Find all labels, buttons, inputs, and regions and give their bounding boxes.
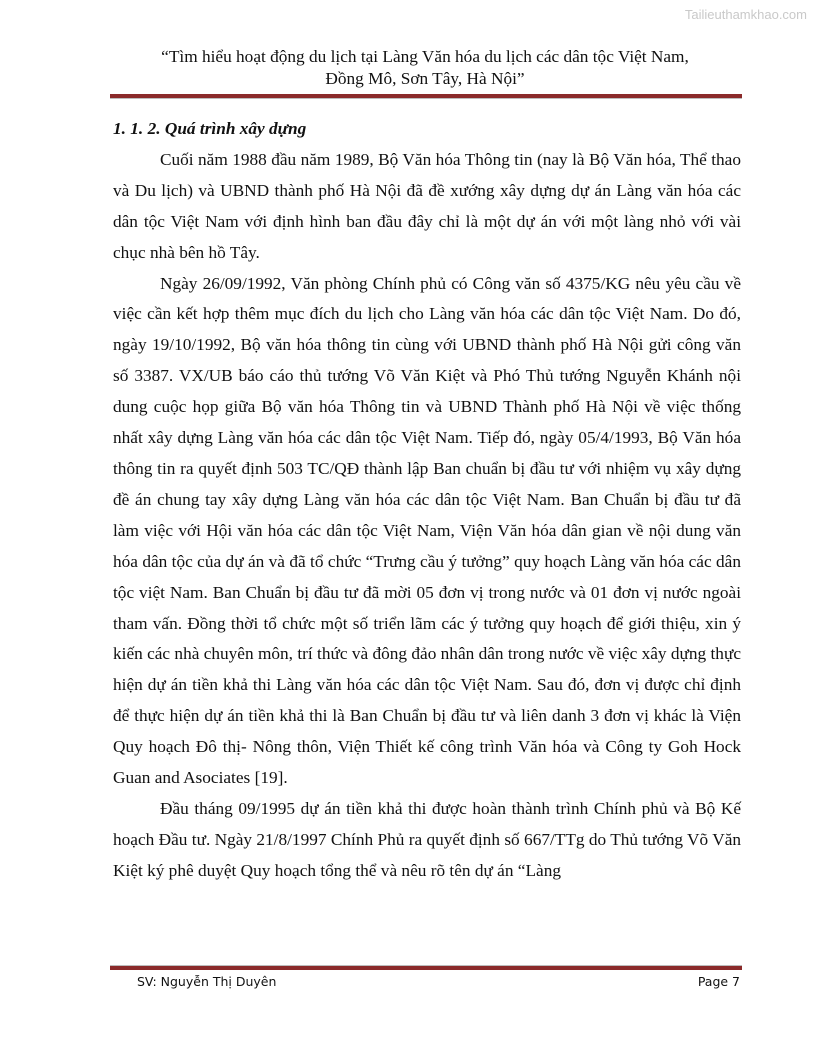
header-divider (110, 94, 742, 99)
paragraph-1: Cuối năm 1988 đầu năm 1989, Bộ Văn hóa Thông tin (nay là Bộ Văn hóa, Thể thao và Du lịch) và UBND thành phố Hà Nội đã đề xướng xây dựng dự án Làng văn hóa các dân tộc Việt Nam với định hình ban đầu đây chỉ là một dự án với một làng nhỏ với vài chục nhà bên hồ Tây. (113, 149, 741, 262)
footer-author: SV: Nguyễn Thị Duyên (137, 974, 277, 989)
header-title-line-2: Đồng Mô, Sơn Tây, Hà Nội” (325, 69, 525, 88)
header-title-line-1: “Tìm hiểu hoạt động du lịch tại Làng Văn hóa du lịch các dân tộc Việt Nam, (161, 47, 689, 66)
main-content (113, 114, 741, 887)
section-heading: 1. 1. 2. Quá trình xây dựng (113, 119, 307, 138)
page-header (110, 46, 740, 90)
footer-divider (110, 965, 742, 970)
watermark: Tailieuthamkhao.com (684, 7, 807, 22)
paragraph-3: Đầu tháng 09/1995 dự án tiền khả thi được hoàn thành trình Chính phủ và Bộ Kế hoạch Đầu tư. Ngày 21/8/1997 Chính Phủ ra quyết định số 667/TTg do Thủ tướng Võ Văn Kiệt ký phê duyệt Quy hoạch tổng thể và nêu rõ tên dự án “Làng (113, 798, 741, 880)
page-number: Page 7 (697, 974, 740, 989)
paragraph-2: Ngày 26/09/1992, Văn phòng Chính phủ có Công văn số 4375/KG nêu yêu cầu về việc cần kết hợp thêm mục đích du lịch cho Làng văn hóa các dân tộc Việt Nam. Do đó, ngày 19/10/1992, Bộ văn hóa thông tin cùng với UBND thành phố Hà Nội gửi công văn số 3387. VX/UB báo cáo thủ tướng Võ Văn Kiệt và Phó Thủ tướng Nguyễn Khánh nội dung cuộc họp giữa Bộ văn hóa Thông tin và UBND Thành phố Hà Nội về việc thống nhất xây dựng Làng văn hóa các dân tộc Việt Nam. Tiếp đó, ngày 05/4/1993, Bộ Văn hóa thông tin ra quyết định 503 TC/QĐ thành lập Ban chuẩn bị đầu tư với nhiệm vụ xây dựng đề án chung tay xây dựng Làng văn hóa các dân tộc Việt Nam. Ban Chuẩn bị đầu tư đã làm việc với Hội văn hóa các dân tộc Việt Nam, Viện Văn hóa dân gian về nội dung văn hóa dân tộc của dự án và đã tổ chức “Trưng cầu ý tưởng” quy hoạch Làng văn hóa các dân tộc việt Nam. Ban Chuẩn bị đầu tư đã mời 05 đơn vị trong nước và 01 đơn vị nước ngoài tham vấn. Đồng thời tổ chức một số triển lãm các ý tưởng quy hoạch để giới thiệu, xin ý kiến các nhà chuyên môn, trí thức và đông đảo nhân dân trong nước về việc xây dựng thực hiện dự án tiền khả thi Làng văn hóa các dân tộc Việt Nam. Sau đó, đơn vị được chỉ định để thực hiện dự án tiền khả thi là Ban Chuẩn bị đầu tư và liên danh 3 đơn vị khác là Viện Quy hoạch Đô thị- Nông thôn, Viện Thiết kế công trình Văn hóa và Công ty Goh Hock Guan and Asociates [19]. (113, 273, 741, 788)
